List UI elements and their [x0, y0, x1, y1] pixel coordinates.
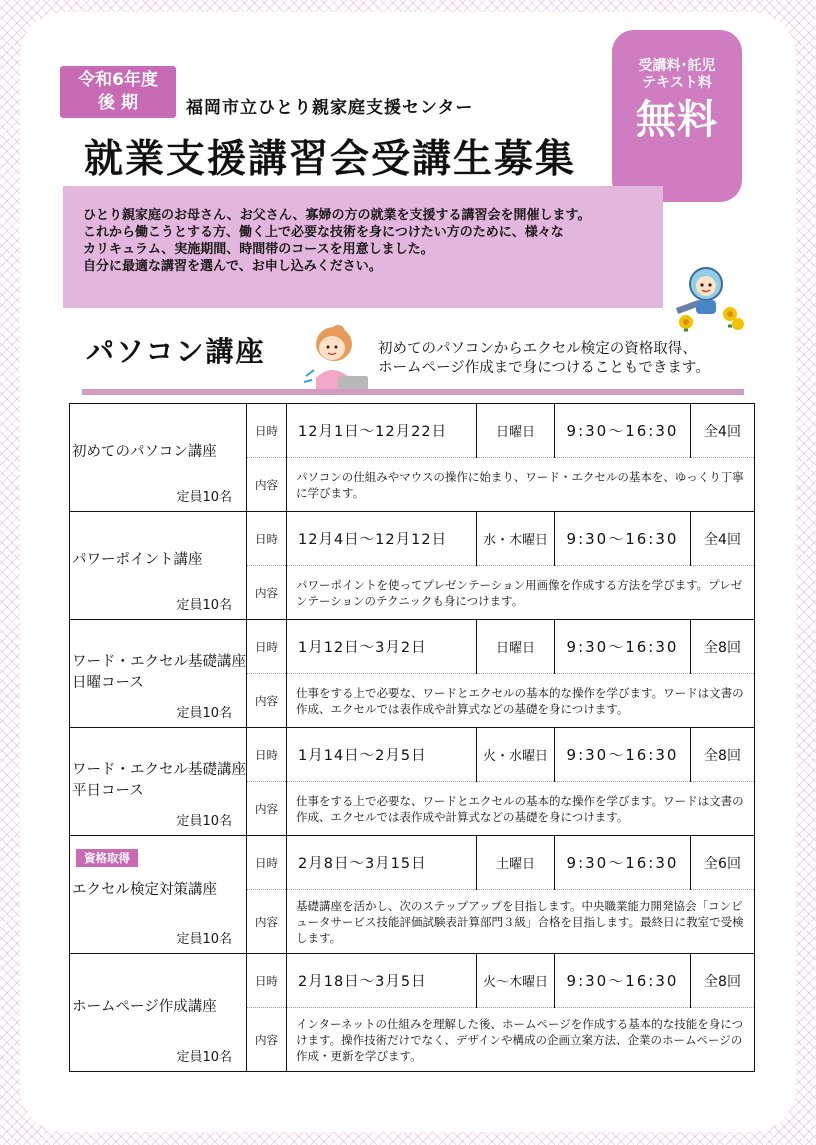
- course-dates: 1月12日～3月2日: [287, 620, 477, 674]
- course-content: 基礎講座を活かし、次のステップアップを目指します。中央職業能力開発協会「コンピュータサービス技能評価試験表計算部門３級」合格を目指します。最終日に教室で受検します。: [287, 890, 755, 954]
- date-label: 日時: [247, 620, 287, 674]
- course-name-cell: [70, 728, 247, 836]
- intro-line: ひとり親家庭のお母さん、お父さん、寡婦の方の就業を支援する講習会を開催します。: [83, 208, 591, 223]
- date-label: 日時: [247, 512, 287, 566]
- content-label: 内容: [247, 890, 287, 954]
- course-name-cell: [70, 512, 247, 620]
- date-label: 日時: [247, 836, 287, 890]
- course-dates: 2月18日～3月5日: [287, 954, 477, 1008]
- course-time: 9:30～16:30: [555, 954, 691, 1008]
- content-label: 内容: [247, 782, 287, 836]
- content-label: 内容: [247, 674, 287, 728]
- course-sessions: 全8回: [691, 954, 755, 1008]
- course-name: [72, 652, 246, 694]
- course-sessions: 全4回: [691, 404, 755, 458]
- course-time: 9:30～16:30: [555, 836, 691, 890]
- course-content: パワーポイントを使ってプレゼンテーション用画像を作成する方法を学びます。プレゼンテーションのテクニックも身につけます。: [287, 566, 755, 620]
- section-desc-line: ホームページ作成まで身につけることもできます。: [378, 360, 710, 376]
- course-name-line: ホームページ作成講座: [72, 999, 217, 1015]
- course-name-line: 初めてのパソコン講座: [72, 444, 217, 460]
- course-name-cell: [70, 954, 247, 1072]
- fee-badge-free: 無料: [636, 97, 718, 143]
- course-days: 火～木曜日: [477, 954, 555, 1008]
- course-dates: 1月14日～2月5日: [287, 728, 477, 782]
- intro-line: 自分に最適な講習を選んで、お申し込みください。: [83, 259, 382, 274]
- course-sessions: 全4回: [691, 512, 755, 566]
- course-days: 水・木曜日: [477, 512, 555, 566]
- course-name-cell: [70, 404, 247, 512]
- course-name: [72, 997, 217, 1018]
- course-name-line: 日曜コース: [72, 675, 144, 691]
- course-name-cell: [70, 620, 247, 728]
- page-title: 就業支援講習会受講生募集: [84, 137, 577, 182]
- course-capacity: 定員10名: [176, 932, 232, 947]
- organization-name: 福岡市立ひとり親家庭支援センター: [186, 98, 474, 118]
- intro-box: [63, 186, 663, 308]
- course-name-cell: [70, 836, 247, 954]
- course-name-line: 平日コース: [72, 783, 144, 799]
- course-name: [72, 550, 203, 571]
- term-year: 令和6年度: [78, 70, 158, 90]
- course-time: 9:30～16:30: [555, 404, 691, 458]
- course-time: 9:30～16:30: [555, 620, 691, 674]
- course-days: 火・水曜日: [477, 728, 555, 782]
- free-fee-badge: [612, 30, 742, 202]
- section-description: [378, 340, 710, 378]
- course-dates: 12月1日～12月22日: [287, 404, 477, 458]
- course-content: パソコンの仕組みやマウスの操作に始まり、ワード・エクセルの基本を、ゆっくり丁寧に学びます。: [287, 458, 755, 512]
- section-desc-line: 初めてのパソコンからエクセル検定の資格取得、: [378, 341, 697, 357]
- course-name-line: ワード・エクセル基礎講座: [72, 654, 246, 670]
- course-sessions: 全8回: [691, 620, 755, 674]
- course-content: インターネットの仕組みを理解した後、ホームページを作成する基本的な技能を身につけます。操作技術だけでなく、デザインや構成の企画立案方法、企業のホームページの作成・更新を学びます。: [287, 1008, 755, 1072]
- intro-line: これから働こうとする方、働く上で必要な技術を身につけたい方のために、様々な: [83, 225, 564, 240]
- term-badge: [60, 66, 176, 118]
- course-days: 日曜日: [477, 620, 555, 674]
- content-label: 内容: [247, 566, 287, 620]
- section-title: パソコン講座: [86, 335, 266, 368]
- course-name-line: ワード・エクセル基礎講座: [72, 762, 246, 778]
- instructor-illustration: [298, 322, 374, 394]
- course-capacity: 定員10名: [176, 598, 232, 613]
- content-label: 内容: [247, 1008, 287, 1072]
- term-half: 後 期: [98, 93, 138, 113]
- course-content: 仕事をする上で必要な、ワードとエクセルの基本的な操作を学びます。ワードは文書の作成、エクセルでは表作成や計算式などの基礎を身につけます。: [287, 674, 755, 728]
- date-label: 日時: [247, 728, 287, 782]
- date-label: 日時: [247, 404, 287, 458]
- course-content: 仕事をする上で必要な、ワードとエクセルの基本的な操作を学びます。ワードは文書の作成、エクセルでは表作成や計算式などの基礎を身につけます。: [287, 782, 755, 836]
- course-name-line: パワーポイント講座: [72, 552, 203, 568]
- course-days: 日曜日: [477, 404, 555, 458]
- course-name: [72, 760, 246, 802]
- mascot-illustration: [668, 264, 750, 334]
- course-capacity: 定員10名: [176, 814, 232, 829]
- course-dates: 12月4日～12月12日: [287, 512, 477, 566]
- date-label: 日時: [247, 954, 287, 1008]
- course-sessions: 全8回: [691, 728, 755, 782]
- fee-badge-line1: 受講料･託児: [638, 58, 716, 74]
- course-capacity: 定員10名: [176, 706, 232, 721]
- fee-badge-line2: テキスト料: [642, 75, 712, 91]
- course-name-line: エクセル検定対策講座: [72, 882, 217, 898]
- course-time: 9:30～16:30: [555, 512, 691, 566]
- content-label: 内容: [247, 458, 287, 512]
- course-name: [72, 442, 217, 463]
- intro-line: カリキュラム、実施期間、時間帯のコースを用意しました。: [83, 242, 434, 257]
- section-divider: [82, 389, 744, 395]
- course-sessions: 全6回: [691, 836, 755, 890]
- course-time: 9:30～16:30: [555, 728, 691, 782]
- course-capacity: 定員10名: [176, 490, 232, 505]
- course-days: 土曜日: [477, 836, 555, 890]
- qualification-badge: 資格取得: [76, 849, 138, 867]
- course-dates: 2月8日～3月15日: [287, 836, 477, 890]
- course-capacity: 定員10名: [176, 1050, 232, 1065]
- course-table: [69, 403, 755, 1072]
- course-name: [72, 880, 217, 901]
